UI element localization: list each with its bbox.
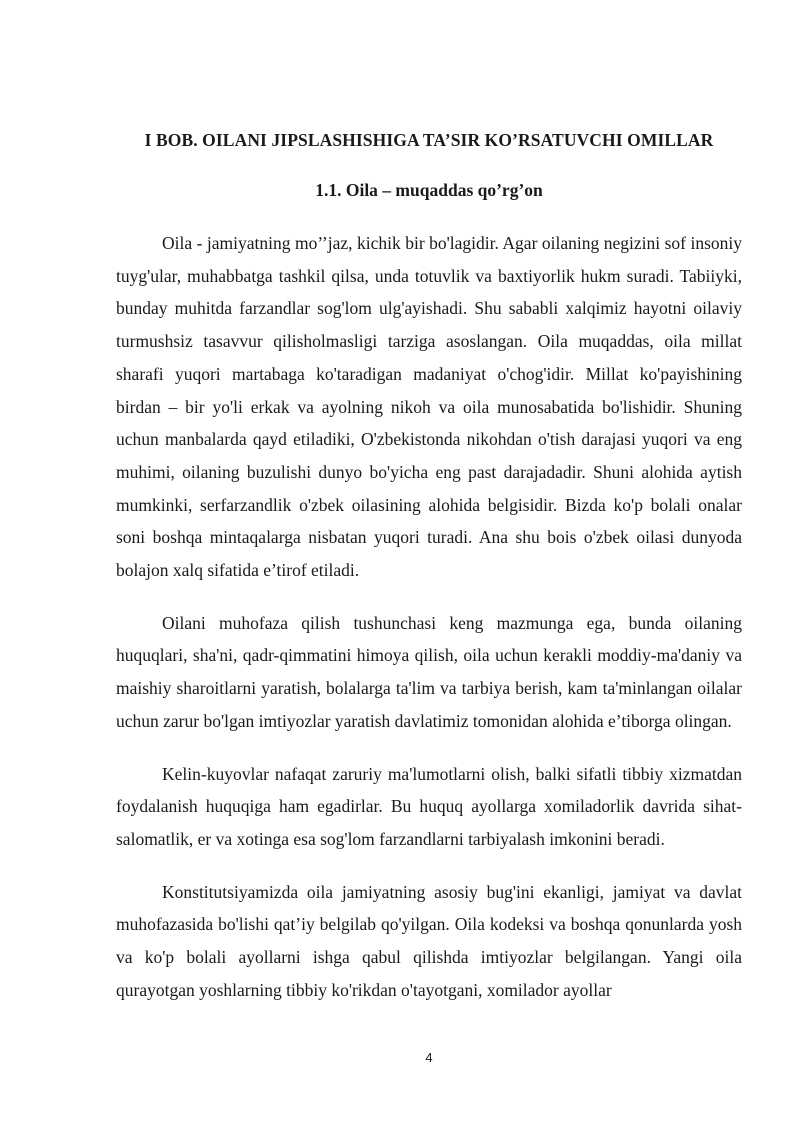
paragraph-3: Kelin-kuyovlar nafaqat zaruriy ma'lumotlarni olish, balki sifatli tibbiy xizmatdan foydalanish huquqiga ham egadirlar. Bu huquq ayollarga xomiladorlik davrida sihat-salomatlik, er va xotinga esa sog'lom farzandlarni tarbiyalash imkonini beradi. (116, 763, 742, 849)
chapter-title: I BOB. OILANI JIPSLASHISHIGA TA’SIR KO’RSATUVCHI OMILLAR (144, 130, 714, 150)
paragraph-4: Konstitutsiyamizda oila jamiyatning asosiy bug'ini ekanligi, jamiyat va davlat muhofazasida bo'lishi qat’iy belgilab qo'yilgan. Oila kodeksi va boshqa qonunlarda yosh va ko'p bolali ayollarni ishga qabul qilishda imtiyozlar belgilangan. Yangi oila qurayotgan yoshlarning tibbiy ko'rikdan o'tayotgani, xomilador ayollar (116, 881, 742, 1000)
paragraph-1: Oila - jamiyatning mo’’jaz, kichik bir bo'lagidir. Agar oilaning negizini sof insoniy tuyg'ular, muhabbatga tashkil qilsa, unda totuvlik va baxtiyorlik hukm suradi. Tabiiyki, bunday muhitda farzandlar sog'lom ulg'ayishadi. Shu sababli xalqimiz hayotni oilaviy turmushsiz tasavvur qilisholmasligi tarziga asoslangan. Oila muqaddas, oila millat sharafi yuqori martabaga ko'taradigan madaniyat o'chog'idir. Millat ko'payishining birdan – bir yo'li erkak va ayolning nikoh va oila munosabatida bo'lishidir. Shuning uchun manbalarda qayd etiladiki, O'zbekistonda nikohdan o'tish darajasi yuqori va eng muhimi, oilaning buzulishi dunyo bo'yicha eng past darajadadir. Shuni alohida aytish mumkinki, serfarzandlik o'zbek oilasining alohida belgisidir. Bizda ko'p bolali onalar soni boshqa mintaqalarga nisbatan yuqori turadi. Ana shu bois o'zbek oilasi dunyoda bolajon xalq sifatida e’tirof etiladi. (116, 233, 742, 581)
section-title: 1.1. Oila – muqaddas qo’rg’on (315, 180, 543, 200)
document-page (116, 0, 742, 1131)
paragraph-2: Oilani muhofaza qilish tushunchasi keng mazmunga ega, bunda oilaning huquqlari, sha'ni, qadr-qimmatini himoya qilish, oila uchun kerakli moddiy-ma'daniy va maishiy sharoitlarni yaratish, bolalarga ta'lim va tarbiya berish, kam ta'minlangan oilalar uchun zarur bo'lgan imtiyozlar yaratish davlatimiz tomonidan alohida e’tiborga olingan. (116, 612, 742, 731)
page-number: 4 (425, 1050, 433, 1065)
body-text (116, 227, 742, 1026)
